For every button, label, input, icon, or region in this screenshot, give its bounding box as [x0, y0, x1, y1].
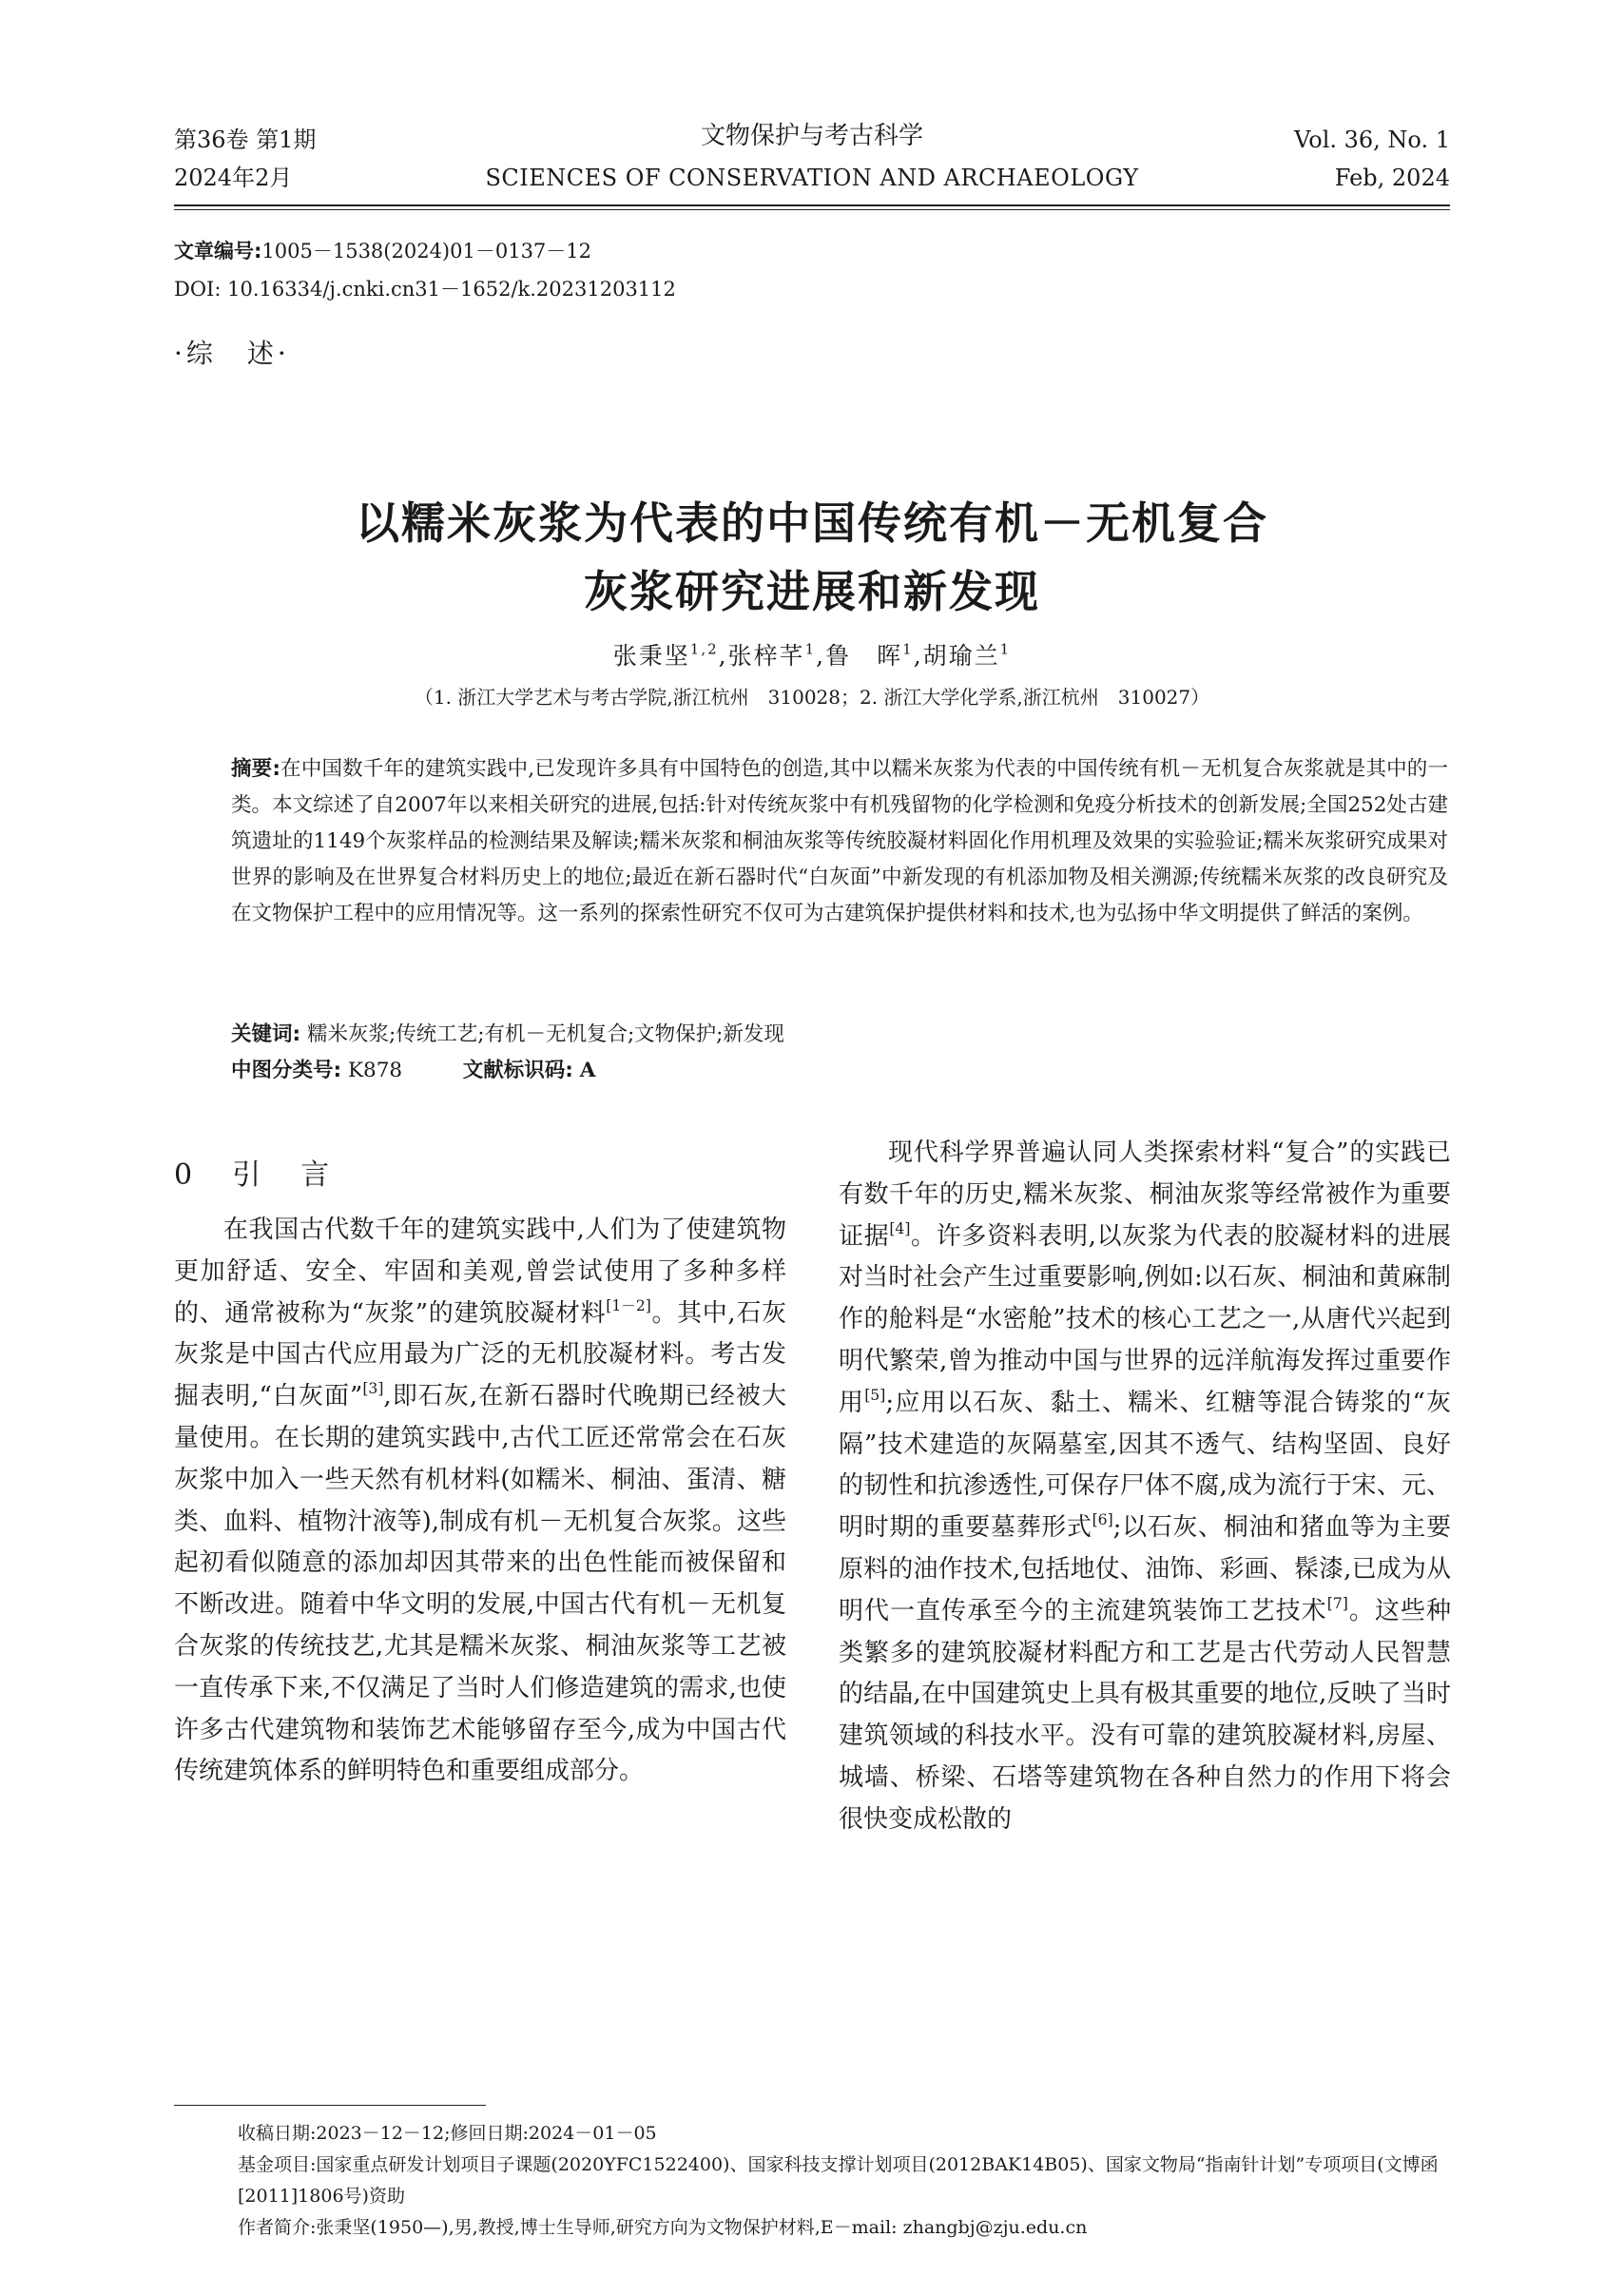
author-2: 张梓芊: [727, 642, 805, 670]
doi-value: 10.16334/j.cnki.cn31－1652/k.20231203112: [227, 278, 676, 301]
citation: [3]: [362, 1380, 384, 1398]
article-number-label: 文章编号:: [174, 240, 262, 263]
footnote-received: 收稿日期:2023－12－12;修回日期:2024－01－05: [238, 2123, 657, 2144]
footnote-author-bio: 作者简介:张秉坚(1950—),男,教授,博士生导师,研究方向为文物保护材料,E－mail: zhangbj@zju.edu.cn: [238, 2217, 1088, 2238]
author-2-affil: 1: [804, 640, 817, 658]
keywords-label: 关键词:: [231, 1022, 301, 1046]
citation: [5]: [864, 1386, 886, 1404]
header-date-cn: 2024年2月: [174, 165, 293, 191]
article-title-line1: 以糯米灰浆为代表的中国传统有机－无机复合: [356, 497, 1268, 549]
header-journal-en: SCIENCES OF CONSERVATION AND ARCHAEOLOGY: [485, 165, 1139, 191]
footnote-separator: [174, 2105, 486, 2106]
header-rule-top: [174, 204, 1450, 206]
author-4-affil: 1: [999, 640, 1012, 658]
author-3: 鲁 晖: [825, 642, 903, 670]
intro-p2-text-c: ;应用以石灰、黏土、糯米、红糖等混合铸浆的“灰隔”技术建造的灰隔墓室,因其不透气、结构坚固、良好的韧性和抗渗透性,可保存尸体不腐,成为流行于宋、元、明时期的重要墓葬形式: [839, 1388, 1451, 1543]
section-heading: 0 引 言: [174, 1158, 336, 1192]
intro-p1-text-a: 在我国古代数千年的建筑实践中,人们为了使建筑物更加舒适、安全、牢固和美观,曾尝试使用了多种多样的、通常被称为“灰浆”的建筑胶凝材料: [174, 1216, 786, 1328]
clc-label: 中图分类号:: [231, 1059, 342, 1082]
author-1-affil: 1,2: [689, 640, 719, 658]
intro-paragraph-2: [839, 1133, 1451, 1841]
clc-value: K878: [347, 1059, 403, 1082]
doi: [174, 274, 676, 304]
header-vol-en: Vol. 36, No. 1: [1294, 126, 1450, 153]
abstract-text: 在中国数千年的建筑实践中,已发现许多具有中国特色的创造,其中以糯米灰浆为代表的中国传统有机－无机复合灰浆就是其中的一类。本文综述了自2007年以来相关研究的进展,包括:针对传统灰浆中有机残留物的化学检测和免疫分析技术的创新发展;全国252处古建筑遗址的1149个灰浆样品的检测结果及解读;糯米灰浆和桐油灰浆等传统胶凝材料固化作用机理及效果的实验验证;糯米灰浆研究成果对世界的影响及在世界复合材料历史上的地位;最近在新石器时代“白灰面”中新发现的有机添加物及相关溯源;传统糯米灰浆的改良研究及在文物保护工程中的应用情况等。这一系列的探索性研究不仅可为古建筑保护提供材料和技术,也为弘扬中华文明提供了鲜活的案例。: [231, 757, 1448, 925]
intro-paragraph-1: [174, 1210, 786, 1793]
intro-p1-text-b: 。其中,石灰灰浆是中国古代应用最为广泛的无机胶凝材料。考古发掘表明,“白灰面”: [174, 1298, 786, 1411]
author-4: 胡瑜兰: [922, 642, 1000, 670]
doc-code-label: 文献标识码:: [462, 1059, 573, 1082]
abstract: [231, 751, 1448, 932]
intro-p2-text-b: 。许多资料表明,以灰浆为代表的胶凝材料的进展对当时社会产生过重要影响,例如:以石灰、桐油和黄麻制作的舱料是“水密舱”技术的核心工艺之一,从唐代兴起到明代繁荣,曾为推动中国与世界的远洋航海发挥过重要作用: [839, 1221, 1451, 1417]
article-number: [174, 236, 591, 266]
author-3-affil: 1: [902, 640, 914, 658]
header-rule-bottom: [174, 209, 1450, 210]
citation: [4]: [889, 1219, 911, 1237]
abstract-label: 摘要:: [231, 757, 280, 781]
intro-p2-text-e: 。这些种类繁多的建筑胶凝材料配方和工艺是古代劳动人民智慧的结晶,在中国建筑史上具有极其重要的地位,反映了当时建筑领域的科技水平。没有可靠的建筑胶凝材料,房屋、城墙、桥梁、石塔等建筑物在各种自然力的作用下将会很快变成松散的: [839, 1596, 1451, 1834]
header-volume-issue: 第36卷 第1期: [174, 126, 317, 153]
left-column: [174, 1210, 786, 1793]
affiliations: （1. 浙江大学艺术与考古学院,浙江杭州 310028；2. 浙江大学化学系,浙江杭州 310027）: [414, 686, 1210, 709]
intro-p2-text-a: 现代科学界普遍认同人类探索材料“复合”的实践已有数千年的历史,糯米灰浆、桐油灰浆等经常被作为重要证据: [839, 1138, 1451, 1251]
classification: [231, 1053, 1448, 1089]
author-1: 张秉坚: [612, 642, 690, 670]
author-list: 张秉坚$^{1,2}$,张梓芊$^1$,鲁 晖$^1$,胡瑜兰$^1$: [612, 640, 1012, 670]
keywords: [231, 1017, 1448, 1053]
citation: [6]: [1092, 1511, 1113, 1529]
footnotes: [238, 2118, 1450, 2244]
header-journal-cn: 文物保护与考古科学: [700, 122, 923, 150]
doi-label: DOI:: [174, 278, 222, 301]
article-title-line2: 灰浆研究进展和新发现: [584, 566, 1040, 617]
keywords-text: 糯米灰浆;传统工艺;有机－无机复合;文物保护;新发现: [306, 1022, 784, 1046]
citation: [1－2]: [606, 1296, 651, 1314]
doc-code-value: A: [579, 1059, 596, 1082]
article-number-value: 1005－1538(2024)01－0137－12: [261, 240, 592, 263]
citation: [7]: [1326, 1594, 1348, 1612]
intro-p2-text-d: ;以石灰、桐油和猪血等为主要原料的油作技术,包括地仗、油饰、彩画、髹漆,已成为从明代一直传承至今的主流建筑装饰工艺技术: [839, 1513, 1451, 1625]
right-column: [839, 1133, 1451, 1841]
section-label: ·综 述·: [174, 338, 290, 369]
intro-p1-text-c: ,即石灰,在新石器时代晚期已经被大量使用。在长期的建筑实践中,古代工匠还常常会在石灰灰浆中加入一些天然有机材料(如糯米、桐油、蛋清、糖类、血料、植物汁液等),制成有机－无机复合灰浆。这些起初看似随意的添加却因其带来的出色性能而被保留和不断改进。随着中华文明的发展,中国古代有机－无机复合灰浆的传统技艺,尤其是糯米灰浆、桐油灰浆等工艺被一直传承下来,不仅满足了当时人们修造建筑的需求,也使许多古代建筑物和装饰艺术能够留存至今,成为中国古代传统建筑体系的鲜明特色和重要组成部分。: [174, 1382, 786, 1786]
footnote-funding: 基金项目:国家重点研发计划项目子课题(2020YFC1522400)、国家科技支撑计划项目(2012BAK14B05)、国家文物局“指南针计划”专项项目(文博函[2011]1806号)资助: [238, 2154, 1439, 2207]
header-date-en: Feb, 2024: [1334, 165, 1450, 191]
